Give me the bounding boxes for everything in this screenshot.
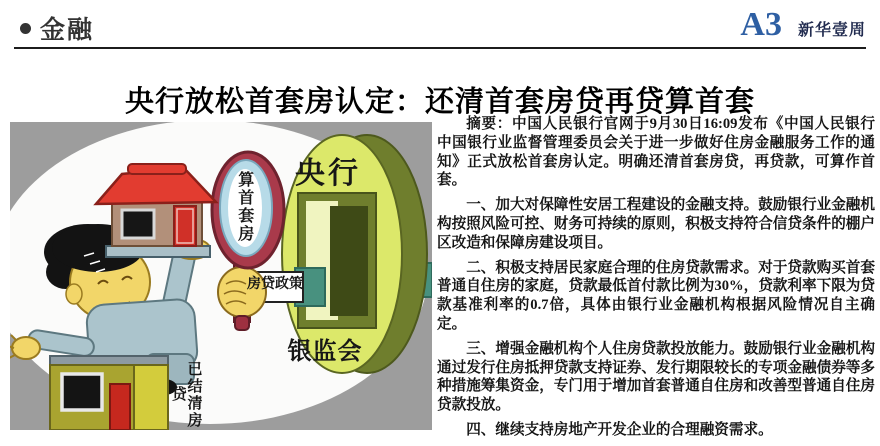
header-rule (14, 47, 866, 49)
summary-label: 摘要： (466, 116, 513, 132)
man-open-hand (12, 337, 40, 359)
summary-text: 中国人民银行官网于9月30日16:09发布《中国人民银行 中国银行业监督管理委员会关于进一步做好住房金融服务工作的通知》正式放松首套房认定。明确还清首套房贷，再贷款，可算作首套。 (437, 116, 875, 189)
cartoon-canvas (10, 122, 432, 430)
article-paragraph-3: 三、增强金融机构个人住房贷款投放能力。鼓励银行业金融机构通过发行住房抵押贷款支持证券、发行期限较长的专项金融债券等多种措施筹集资金，专门用于增加首套普通自住房和改善型普通自住房贷款投放。 (437, 340, 875, 414)
masthead (740, 6, 866, 44)
section-header (20, 10, 94, 46)
paid-house-door (110, 384, 130, 430)
section-bullet-icon (20, 23, 31, 34)
small-house-base (106, 246, 210, 257)
paid-house-side (134, 365, 168, 430)
coin-label-central-bank: 央行 (295, 157, 361, 190)
small-house-window (122, 210, 154, 238)
sleeve-label-policy: 房贷政策 (247, 277, 303, 292)
coin-hole-dark (330, 206, 368, 316)
coin-label-cbrc: 银监会 (287, 339, 363, 365)
article-headline: 央行放松首套房认定：还清首套房贷再贷算首套 (124, 86, 755, 119)
article-paragraph-2: 二、积极支持居民家庭合理的住房贷款需求。对于贷款购买首套普通自住房的家庭，贷款最低首付款比例为30%，贷款利率下限为贷款基准利率的0.7倍，具体由银行业金融机构根据风险情况自主确定。 (437, 259, 875, 332)
article-body (437, 115, 875, 446)
paid-off-house (50, 356, 168, 430)
page-number: A3 (740, 6, 782, 43)
paid-house-rooftop (50, 356, 168, 365)
paid-house-window (62, 374, 102, 410)
article-paragraph-1: 一、加大对保障性安居工程建设的金融支持。鼓励银行业金融机构按照风险可控、财务可持续的原则，积极支持符合信贷条件的棚户区改造和保障房建设项目。 (437, 197, 875, 251)
section-label: 金融 (40, 16, 95, 44)
magnifier-label-first-home: 算首套房 (235, 171, 253, 243)
small-house-roof-ridge (128, 164, 186, 174)
house-label-paid-off: 已结清房贷 (169, 360, 202, 429)
publication-name: 新华壹周 (797, 22, 866, 39)
handle-knob (235, 316, 249, 330)
man-ear (66, 284, 82, 304)
summary-paragraph (437, 115, 875, 190)
news-cartoon-illustration (10, 122, 432, 430)
article-paragraph-4: 四、继续支持房地产开发企业的合理融资需求。 (466, 421, 773, 438)
